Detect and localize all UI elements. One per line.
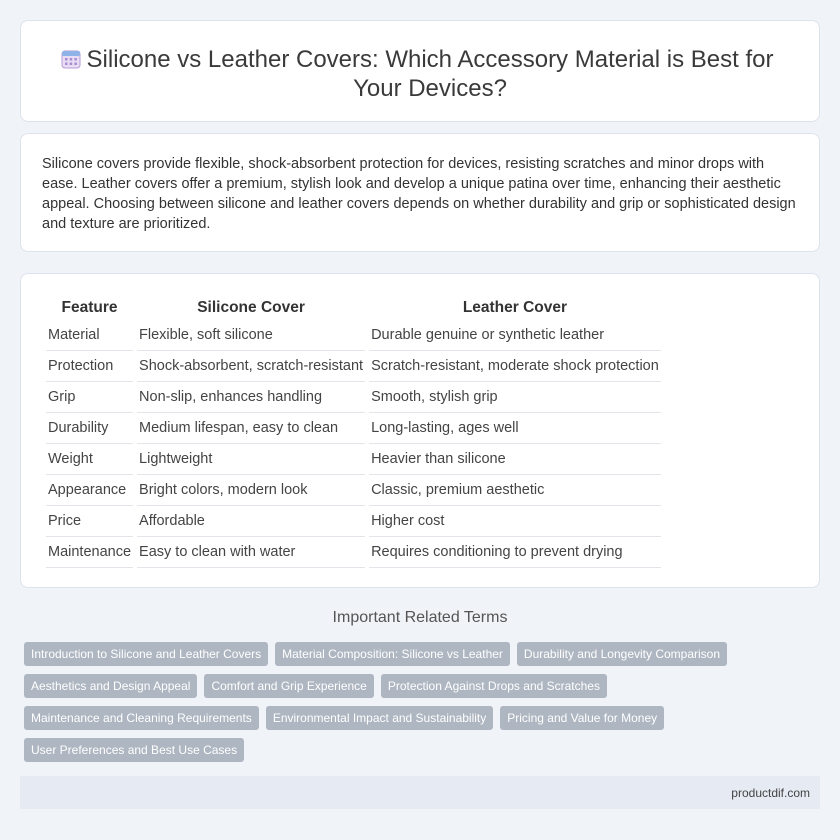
intro-paragraph: Silicone covers provide flexible, shock-absorbent protection for devices, resisting scratches and minor drops with ease. Leather covers offer a premium, stylish look and develop a unique patina over time, enhancing their aesthetic appeal. Choosing between silicone and leather covers depends on whether durability and grip or sophisticated design and texture are prioritized. xyxy=(42,156,796,232)
cell-leather: Smooth, stylish grip xyxy=(369,382,661,413)
table-header-row xyxy=(46,296,661,320)
table-row xyxy=(46,320,661,351)
related-term-tag[interactable]: Maintenance and Cleaning Requirements xyxy=(24,706,259,730)
cell-feature: Weight xyxy=(46,444,133,475)
related-term-tag[interactable]: Environmental Impact and Sustainability xyxy=(266,706,493,730)
cell-feature: Maintenance xyxy=(46,537,133,568)
related-term-tag[interactable]: Protection Against Drops and Scratches xyxy=(381,674,607,698)
cell-leather: Requires conditioning to prevent drying xyxy=(369,537,661,568)
related-term-tag[interactable]: Aesthetics and Design Appeal xyxy=(24,674,197,698)
header-feature: Feature xyxy=(61,299,118,316)
table-row xyxy=(46,351,661,382)
related-terms-heading: Important Related Terms xyxy=(332,609,508,626)
table-row xyxy=(46,506,661,537)
header-silicone: Silicone Cover xyxy=(197,299,305,316)
cell-feature: Durability xyxy=(46,413,133,444)
cell-leather: Heavier than silicone xyxy=(369,444,661,475)
title-card xyxy=(20,20,820,122)
cell-silicone: Medium lifespan, easy to clean xyxy=(137,413,365,444)
table-row xyxy=(46,537,661,568)
comparison-card xyxy=(20,273,820,588)
comparison-table xyxy=(42,296,665,568)
related-term-tag[interactable]: Pricing and Value for Money xyxy=(500,706,664,730)
cell-leather: Scratch-resistant, moderate shock protection xyxy=(369,351,661,382)
footer xyxy=(20,776,820,809)
cell-leather: Long-lasting, ages well xyxy=(369,413,661,444)
cell-silicone: Non-slip, enhances handling xyxy=(137,382,365,413)
cell-leather: Classic, premium aesthetic xyxy=(369,475,661,506)
cell-leather: Higher cost xyxy=(369,506,661,537)
cell-silicone: Bright colors, modern look xyxy=(137,475,365,506)
cell-silicone: Shock-absorbent, scratch-resistant xyxy=(137,351,365,382)
related-term-tag[interactable]: Comfort and Grip Experience xyxy=(204,674,373,698)
cell-silicone: Easy to clean with water xyxy=(137,537,365,568)
table-row xyxy=(46,382,661,413)
table-row xyxy=(46,475,661,506)
related-term-tag[interactable]: Material Composition: Silicone vs Leather xyxy=(275,642,510,666)
table-row xyxy=(46,413,661,444)
cell-feature: Price xyxy=(46,506,133,537)
cell-leather: Durable genuine or synthetic leather xyxy=(369,320,661,351)
intro-card xyxy=(20,133,820,252)
header-leather: Leather Cover xyxy=(462,299,568,316)
related-terms-list xyxy=(24,642,794,762)
cell-feature: Appearance xyxy=(46,475,133,506)
related-term-tag[interactable]: Introduction to Silicone and Leather Covers xyxy=(24,642,268,666)
cell-feature: Material xyxy=(46,320,133,351)
related-term-tag[interactable]: Durability and Longevity Comparison xyxy=(517,642,727,666)
footer-site[interactable]: productdif.com xyxy=(731,786,810,800)
cell-silicone: Flexible, soft silicone xyxy=(137,320,365,351)
related-term-tag[interactable]: User Preferences and Best Use Cases xyxy=(24,738,244,762)
cell-feature: Protection xyxy=(46,351,133,382)
page-title: Silicone vs Leather Covers: Which Accessory Material is Best for Your Devices? xyxy=(86,46,774,102)
table-row xyxy=(46,444,661,475)
cell-silicone: Affordable xyxy=(137,506,365,537)
cell-feature: Grip xyxy=(46,382,133,413)
cell-silicone: Lightweight xyxy=(137,444,365,475)
